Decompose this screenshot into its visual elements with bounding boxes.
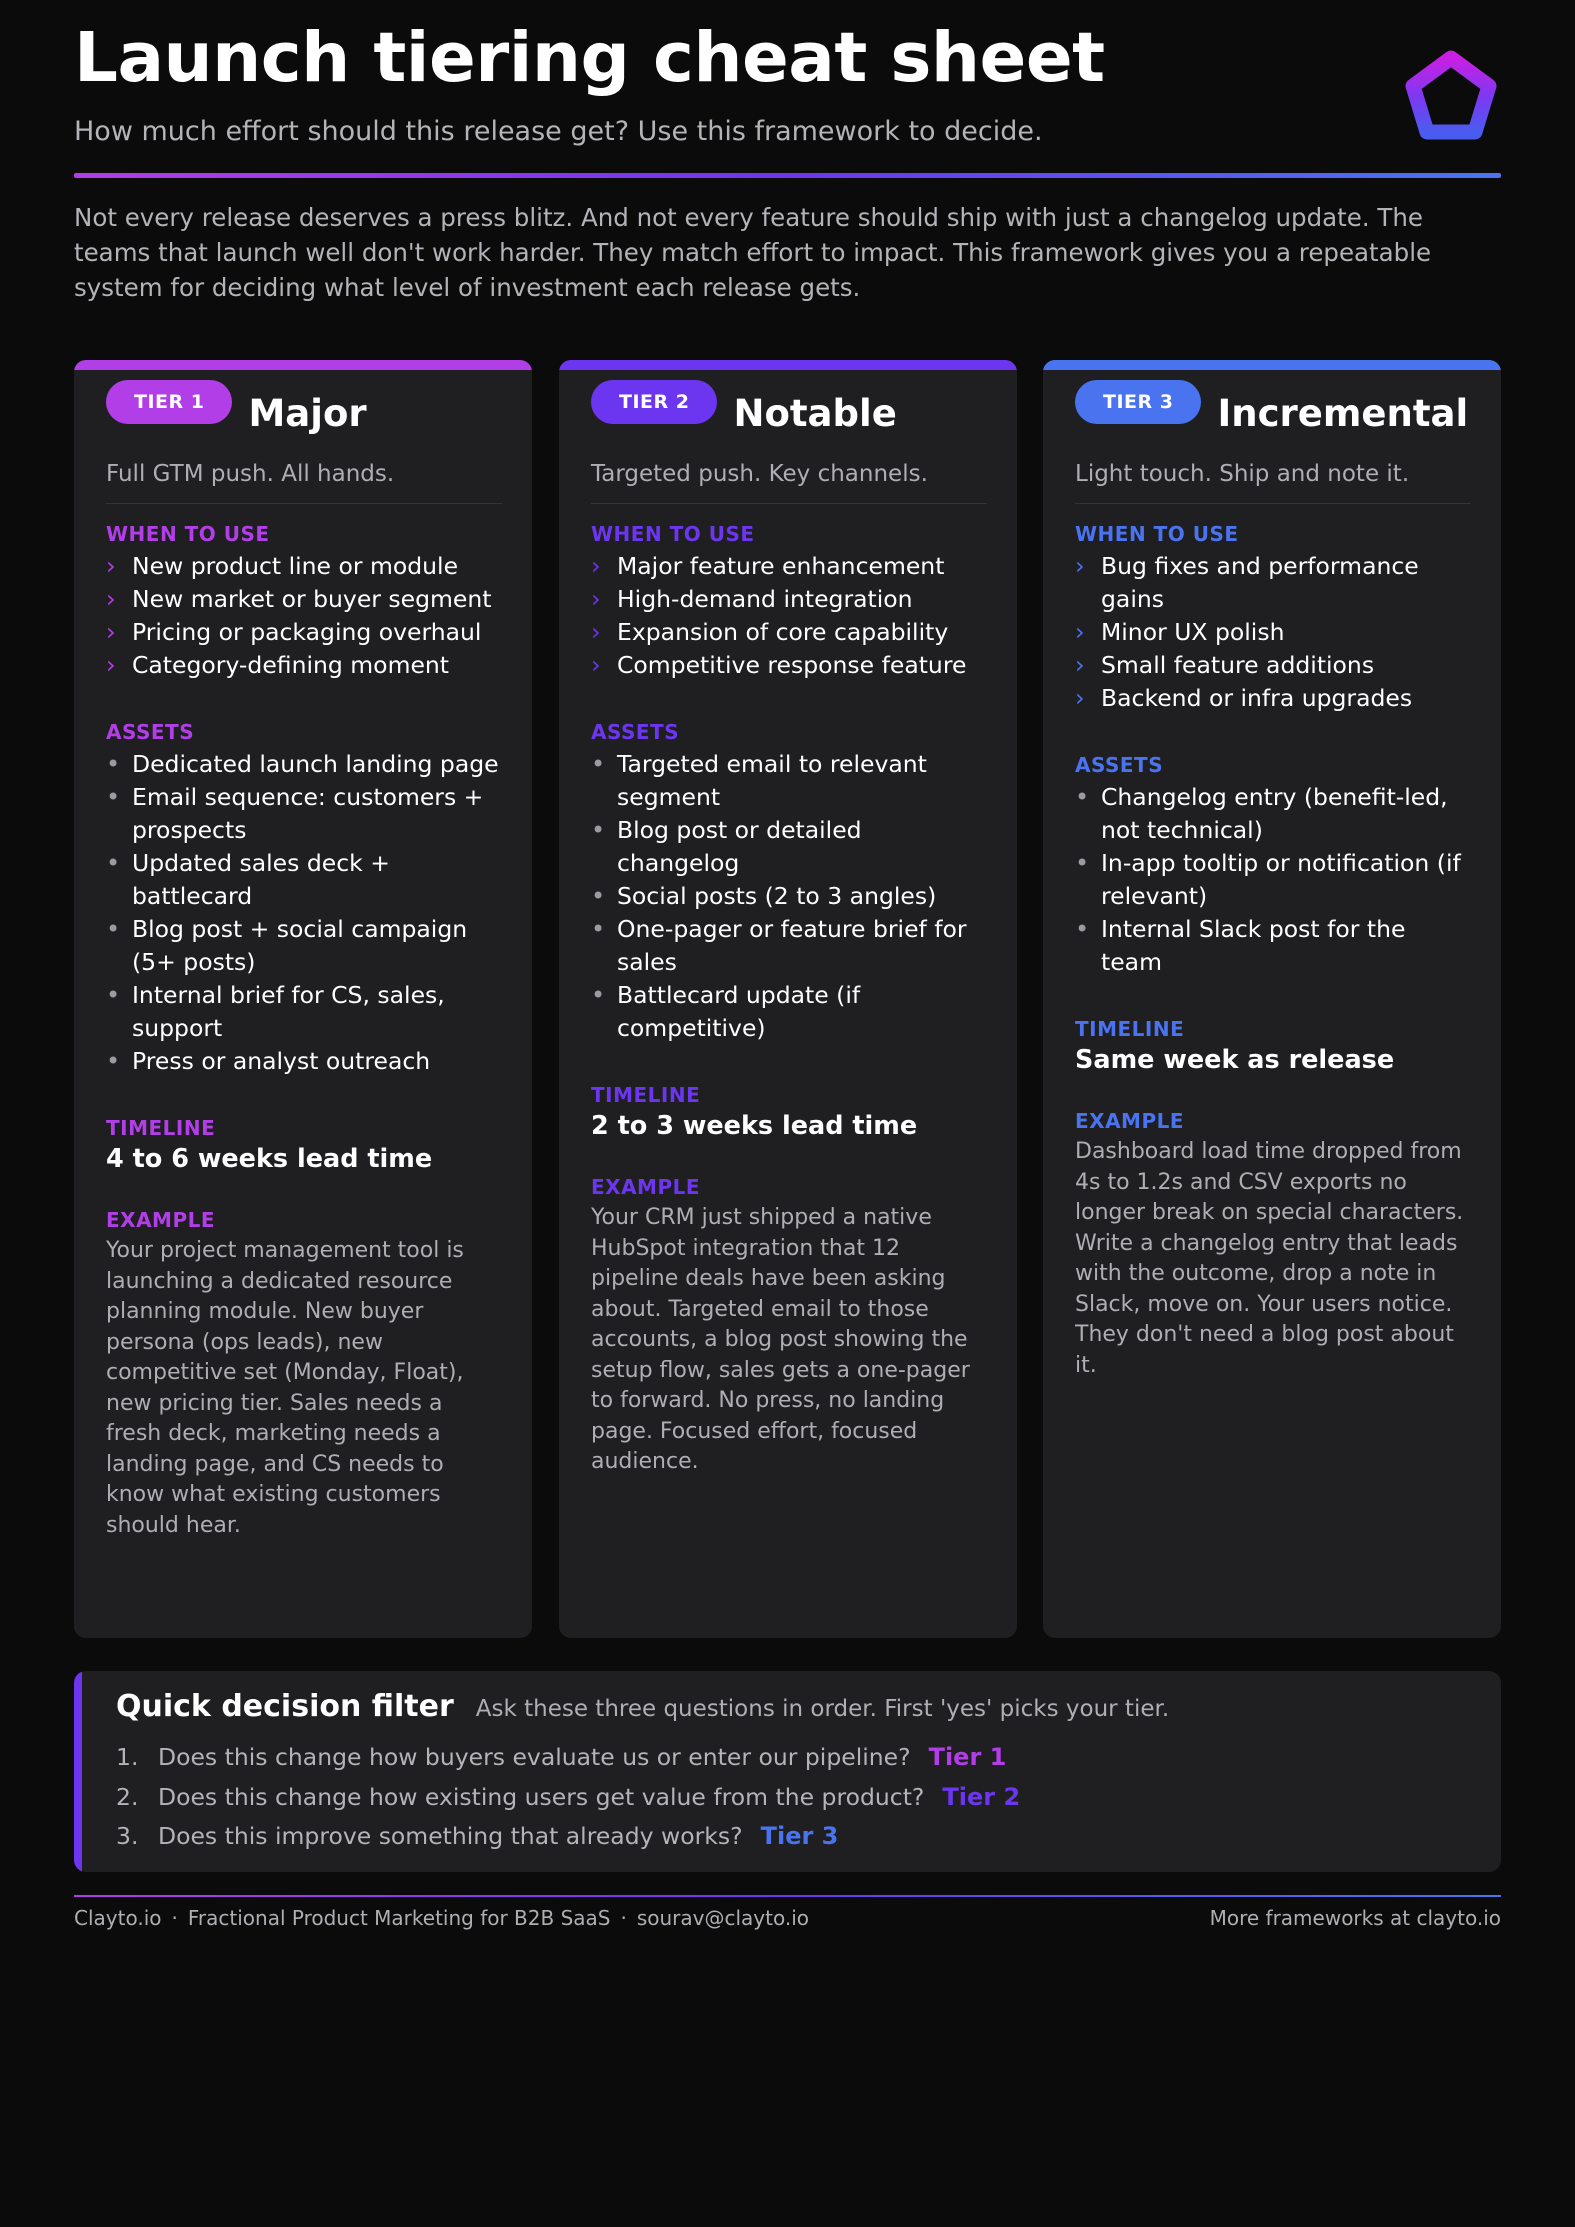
chevron-right-icon: › (591, 618, 601, 646)
tier-1-heading (106, 380, 502, 435)
tier-1-accent-bar (74, 360, 532, 370)
chevron-right-icon: › (591, 552, 601, 580)
page-subtitle: How much effort should this release get? Use this framework to decide. (74, 116, 1043, 147)
list-item: › Minor UX polish (1075, 616, 1471, 649)
bullet-icon: • (591, 915, 606, 943)
tier-2-when-list (591, 550, 987, 682)
list-item: › Expansion of core capability (591, 616, 987, 649)
bullet-icon: • (591, 750, 606, 778)
tier-3-when-list (1075, 550, 1471, 715)
tier-3-heading (1075, 380, 1471, 435)
tier-1-timeline-heading: TIMELINE (106, 1116, 216, 1140)
bullet-icon: • (1075, 849, 1090, 877)
tier-2-heading (591, 380, 987, 435)
list-item: • Internal Slack post for the team (1075, 915, 1406, 976)
tier-3-example-heading: EXAMPLE (1075, 1109, 1185, 1133)
list-item: • Updated sales deck + battlecard (106, 849, 390, 910)
list-item: › Backend or infra upgrades (1075, 682, 1471, 715)
list-item: › Major feature enhancement (591, 550, 987, 583)
tier-1-card (74, 360, 532, 1638)
tier-1-name: Major (248, 392, 367, 435)
list-item: • Internal brief for CS, sales, support (106, 981, 445, 1042)
filter-question-1: 1. Does this change how buyers evaluate us or enter our pipeline? Tier 1 (116, 1743, 1007, 1771)
list-item: › Competitive response feature (591, 649, 987, 682)
chevron-right-icon: › (591, 585, 601, 613)
tier-3-divider (1075, 503, 1471, 504)
tier-3-badge: TIER 3 (1075, 380, 1201, 424)
tier-1-when-list (106, 550, 502, 682)
quick-decision-filter (74, 1671, 1501, 1872)
tier-2-tagline: Targeted push. Key channels. (591, 461, 928, 487)
intro-paragraph: Not every release deserves a press blitz. And not every feature should ship with just a changelog update. The teams that launch well don't work harder. They match effort to impact. This framework gives you a repeatable system for deciding what level of investment each release gets. (74, 203, 1432, 302)
tier-1-when-heading: WHEN TO USE (106, 522, 270, 546)
bullet-icon: • (1075, 915, 1090, 943)
pentagon-ring-logo-icon (1401, 48, 1501, 148)
filter-title: Quick decision filter (116, 1689, 454, 1724)
filter-accent-bar (74, 1671, 82, 1872)
list-item: • Dedicated launch landing page (106, 748, 502, 781)
bullet-icon: • (591, 816, 606, 844)
list-item: › New product line or module (106, 550, 502, 583)
tier-1-badge: TIER 1 (106, 380, 232, 424)
chevron-right-icon: › (106, 552, 116, 580)
list-item: › New market or buyer segment (106, 583, 502, 616)
tier-1-example: Your project management tool is launching a dedicated resource planning module. New buyer persona (ops leads), new competitive set (Monday, Float), new pricing tier. Sales needs a fresh deck, marketing needs a landing page, and CS needs to know what existing customers should hear. (106, 1238, 464, 1538)
chevron-right-icon: › (591, 651, 601, 679)
bullet-icon: • (106, 783, 121, 811)
list-item: • Social posts (2 to 3 angles) (591, 880, 987, 913)
tier-2-name: Notable (733, 392, 897, 435)
tier-2-assets-heading: ASSETS (591, 720, 680, 744)
bullet-icon: • (106, 849, 121, 877)
list-item: • Email sequence: customers + prospects (106, 783, 484, 844)
chevron-right-icon: › (1075, 684, 1085, 712)
chevron-right-icon: › (106, 618, 116, 646)
filter-tier-2-label: Tier 2 (942, 1783, 1021, 1811)
filter-description: Ask these three questions in order. First 'yes' picks your tier. (475, 1696, 1170, 1722)
tier-1-example-heading: EXAMPLE (106, 1208, 216, 1232)
tier-2-badge: TIER 2 (591, 380, 717, 424)
tier-2-accent-bar (559, 360, 1017, 370)
bullet-icon: • (106, 981, 121, 1009)
tier-2-example: Your CRM just shipped a native HubSpot integration that 12 pipeline deals have been asking about. Targeted email to those accounts, a blog post showing the setup flow, sales gets a one-pager to forward. No press, no landing page. Focused effort, focused audience. (591, 1205, 970, 1474)
filter-question-2: 2. Does this change how existing users get value from the product? Tier 2 (116, 1783, 1021, 1811)
tier-2-timeline: 2 to 3 weeks lead time (591, 1111, 918, 1141)
list-item: › High-demand integration (591, 583, 987, 616)
tier-3-assets-heading: ASSETS (1075, 753, 1164, 777)
tier-1-tagline: Full GTM push. All hands. (106, 461, 395, 487)
filter-question-3: 3. Does this improve something that already works? Tier 3 (116, 1822, 839, 1850)
footer-email-link[interactable]: sourav@clayto.io (636, 1906, 810, 1930)
footer-more-frameworks-link[interactable]: More frameworks at clayto.io (1209, 1906, 1501, 1930)
footer-tagline: Fractional Product Marketing for B2B SaaS (187, 1906, 611, 1930)
list-item: • Blog post + social campaign (5+ posts) (106, 915, 468, 976)
tier-1-timeline: 4 to 6 weeks lead time (106, 1144, 433, 1174)
list-item: › Small feature additions (1075, 649, 1471, 682)
tier-2-when-heading: WHEN TO USE (591, 522, 755, 546)
tier-3-timeline: Same week as release (1075, 1045, 1395, 1075)
list-item: › Bug fixes and performance gains (1075, 552, 1419, 613)
list-item: • Battlecard update (if competitive) (591, 981, 861, 1042)
header-divider (74, 173, 1501, 178)
list-item: • Press or analyst outreach (106, 1045, 502, 1078)
list-item: • In-app tooltip or notification (if relevant) (1075, 849, 1461, 910)
tier-3-name: Incremental (1217, 392, 1469, 435)
list-item: • Blog post or detailed changelog (591, 816, 862, 877)
tier-2-timeline-heading: TIMELINE (591, 1083, 701, 1107)
list-item: • Targeted email to relevant segment (591, 750, 927, 811)
footer-divider (74, 1895, 1501, 1897)
tier-3-example: Dashboard load time dropped from 4s to 1.2s and CSV exports no longer break on special characters. Write a changelog entry that leads with the outcome, drop a note in Slack, move on. Your users notice. They don't need a blog post about it. (1075, 1139, 1464, 1378)
tier-2-assets-list (591, 748, 987, 1045)
footer-left: Clayto.io · Fractional Product Marketing for B2B SaaS · sourav@clayto.io (74, 1906, 810, 1930)
filter-tier-1-label: Tier 1 (928, 1743, 1007, 1771)
list-item: • One-pager or feature brief for sales (591, 915, 967, 976)
tier-2-divider (591, 503, 987, 504)
tier-3-card (1043, 360, 1501, 1638)
filter-tier-3-label: Tier 3 (760, 1822, 839, 1850)
tier-1-assets-list (106, 748, 502, 1078)
chevron-right-icon: › (106, 585, 116, 613)
tier-2-card (559, 360, 1017, 1638)
tier-3-when-heading: WHEN TO USE (1075, 522, 1239, 546)
chevron-right-icon: › (106, 651, 116, 679)
chevron-right-icon: › (1075, 651, 1085, 679)
bullet-icon: • (106, 915, 121, 943)
chevron-right-icon: › (1075, 618, 1085, 646)
list-item: › Category-defining moment (106, 649, 502, 682)
bullet-icon: • (106, 1047, 121, 1075)
tier-3-assets-list (1075, 781, 1471, 979)
tier-2-example-heading: EXAMPLE (591, 1175, 701, 1199)
bullet-icon: • (106, 750, 121, 778)
chevron-right-icon: › (1075, 552, 1085, 580)
page-title: Launch tiering cheat sheet (74, 18, 1105, 98)
list-item: • Changelog entry (benefit-led, not technical) (1075, 783, 1448, 844)
tier-1-divider (106, 503, 502, 504)
tier-3-accent-bar (1043, 360, 1501, 370)
bullet-icon: • (591, 981, 606, 1009)
tier-1-assets-heading: ASSETS (106, 720, 195, 744)
list-item: › Pricing or packaging overhaul (106, 616, 502, 649)
bullet-icon: • (591, 882, 606, 910)
bullet-icon: • (1075, 783, 1090, 811)
tier-3-timeline-heading: TIMELINE (1075, 1017, 1185, 1041)
filter-header (116, 1689, 1169, 1724)
tier-3-tagline: Light touch. Ship and note it. (1075, 461, 1410, 487)
footer-brand: Clayto.io (74, 1906, 162, 1930)
